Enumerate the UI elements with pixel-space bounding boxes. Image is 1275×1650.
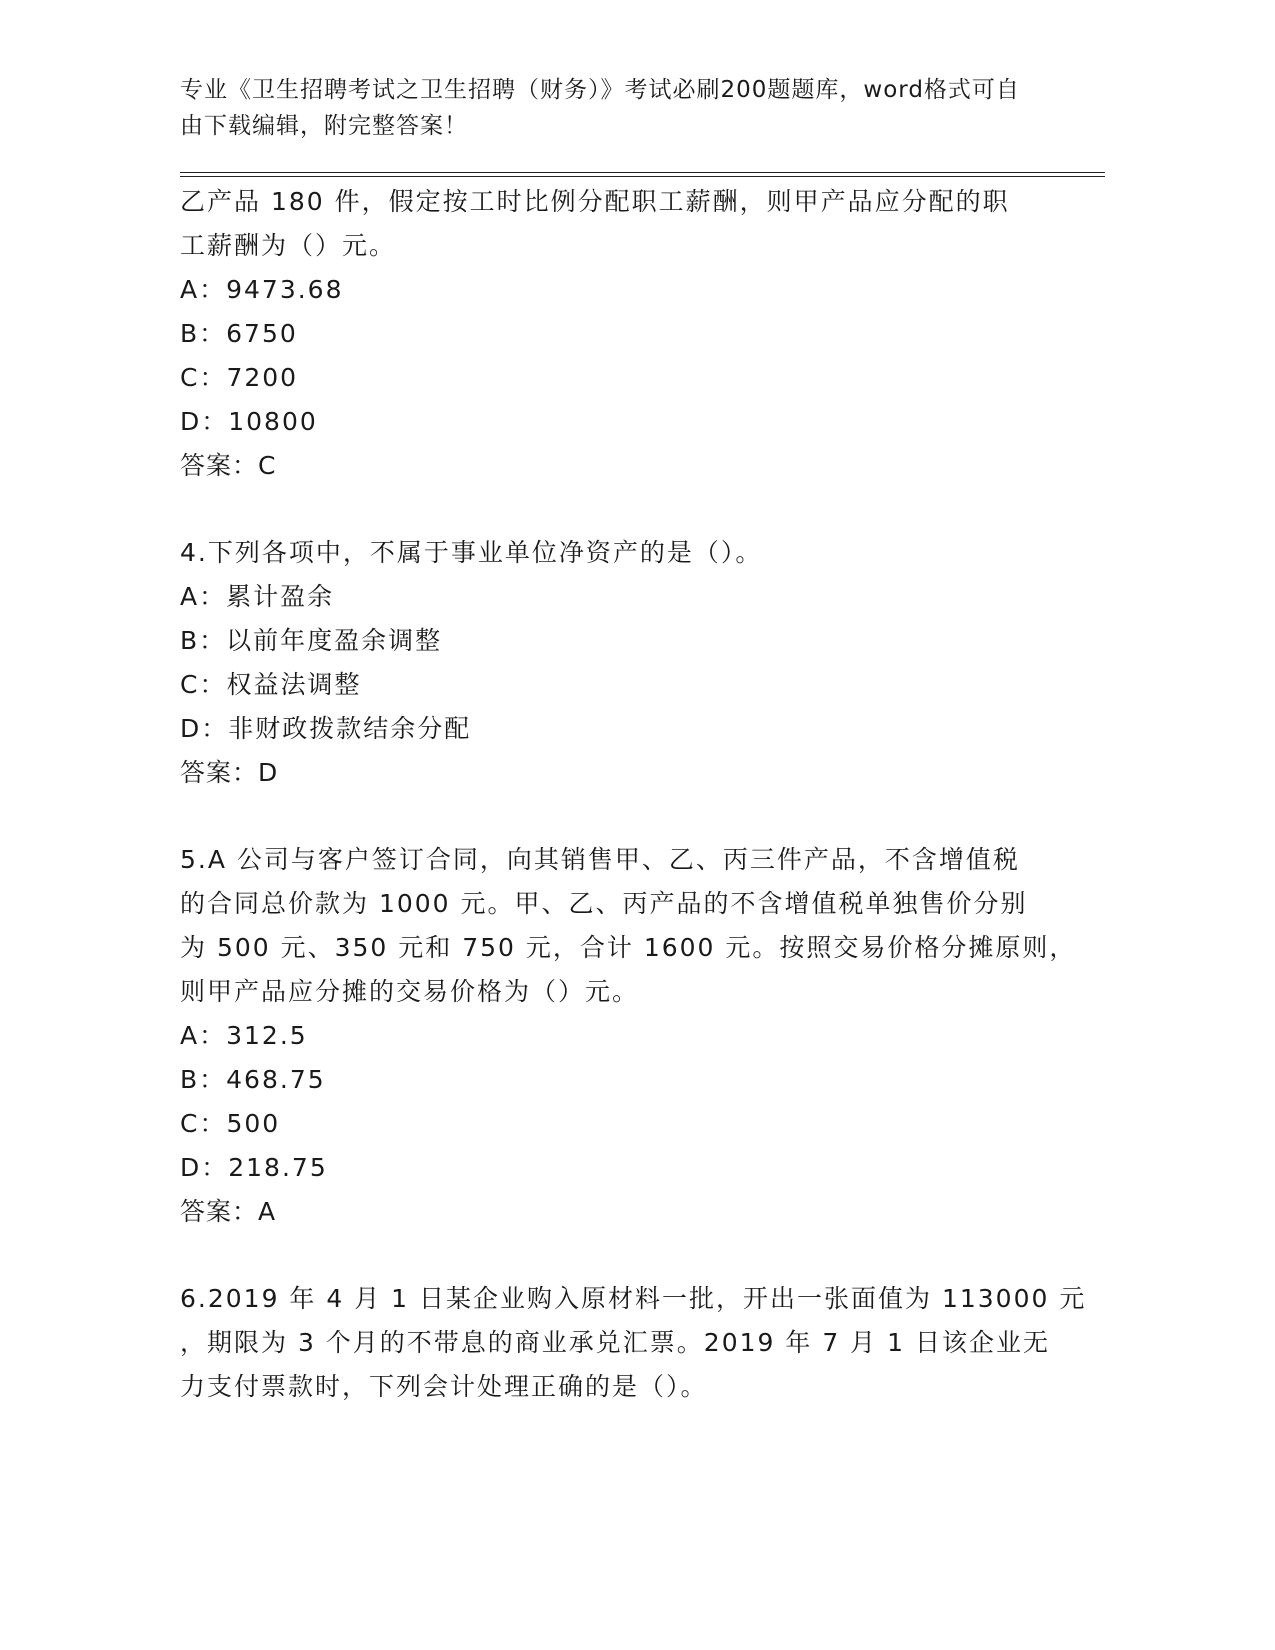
question-spacer — [180, 1234, 1040, 1277]
question-stem-line: 工薪酬为（）元。 — [180, 231, 397, 260]
option-b: B：以前年度盈余调整 — [180, 626, 443, 655]
question-stem-line: 6.2019 年 4 月 1 日某企业购入原材料一批，开出一张面值为 113000 元 — [180, 1284, 1087, 1313]
question-spacer — [180, 795, 1040, 838]
header-title-line-1: 专业《卫生招聘考试之卫生招聘（财务）》考试必刷200题题库，word格式可自 — [180, 77, 1020, 103]
question-block — [180, 531, 1040, 795]
option-b: B：468.75 — [180, 1065, 326, 1094]
header-divider-bottom — [180, 176, 1105, 177]
question-block — [180, 1277, 1087, 1409]
question-list — [180, 180, 1087, 1409]
page-header — [180, 72, 1040, 144]
option-a: A：累计盈余 — [180, 582, 335, 611]
question-stem-line: 的合同总价款为 1000 元。甲、乙、丙产品的不含增值税单独售价分别 — [180, 889, 1028, 918]
answer-line: 答案：A — [180, 1197, 277, 1226]
header-divider-top — [180, 172, 1105, 173]
question-stem-line: 力支付票款时，下列会计处理正确的是（）。 — [180, 1372, 708, 1401]
option-c: C：权益法调整 — [180, 670, 362, 699]
answer-line: 答案：C — [180, 451, 277, 480]
question-stem-line: 乙产品 180 件，假定按工时比例分配职工薪酬，则甲产品应分配的职 — [180, 187, 1010, 216]
option-c: C：500 — [180, 1109, 281, 1138]
question-block — [180, 838, 1077, 1234]
question-block — [180, 180, 1040, 488]
option-a: A：9473.68 — [180, 275, 344, 304]
option-d: D：218.75 — [180, 1153, 328, 1182]
option-d: D：10800 — [180, 407, 318, 436]
question-stem-line: 为 500 元、350 元和 750 元，合计 1600 元。按照交易价格分摊原则， — [180, 933, 1077, 962]
question-spacer — [180, 488, 1040, 531]
option-d: D：非财政拨款结余分配 — [180, 714, 472, 743]
option-c: C：7200 — [180, 363, 299, 392]
option-a: A：312.5 — [180, 1021, 308, 1050]
question-stem-line: 4.下列各项中，不属于事业单位净资产的是（）。 — [180, 538, 763, 567]
question-stem-line: 则甲产品应分摊的交易价格为（）元。 — [180, 977, 640, 1006]
answer-line: 答案：D — [180, 758, 279, 787]
question-stem-line: ，期限为 3 个月的不带息的商业承兑汇票。2019 年 7 月 1 日该企业无 — [180, 1328, 1050, 1357]
option-b: B：6750 — [180, 319, 298, 348]
question-stem-line: 5.A 公司与客户签订合同，向其销售甲、乙、丙三件产品，不含增值税 — [180, 845, 1020, 874]
header-title-line-2: 由下载编辑，附完整答案！ — [180, 113, 468, 139]
